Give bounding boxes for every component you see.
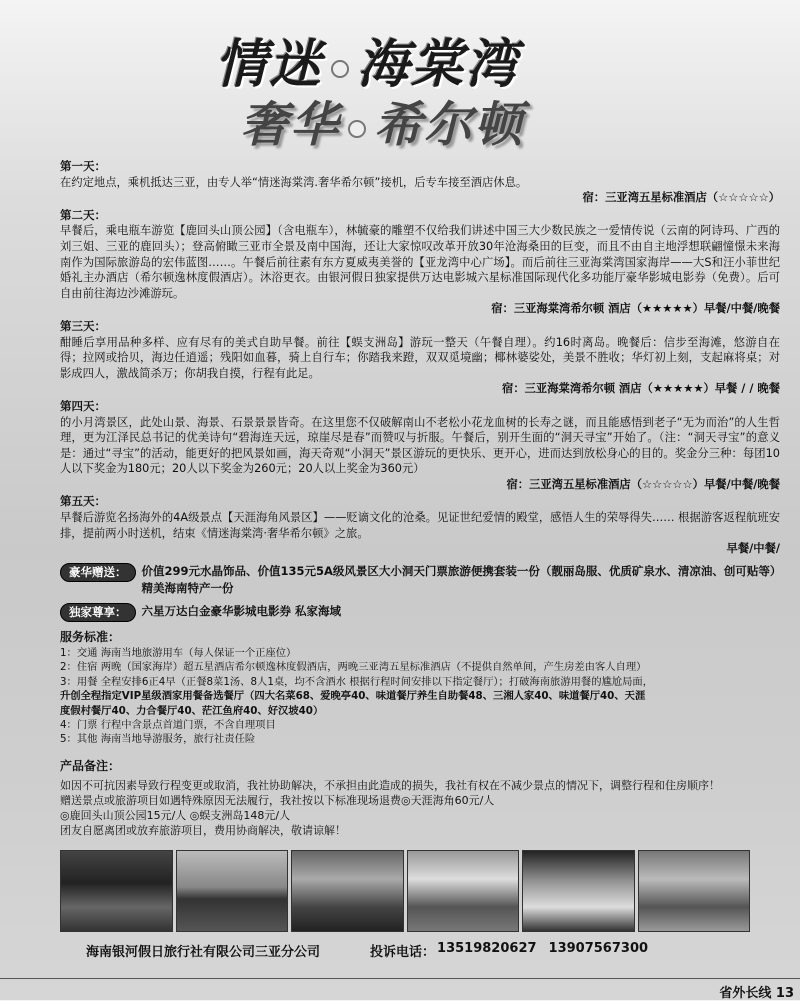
note-line: 团友自愿离团或放弃旅游项目，费用协商解决，敬请谅解！ <box>60 824 346 838</box>
service-item: 5：其他 海南当地导游服务，旅行社责任险 <box>60 733 256 746</box>
day-stay: 宿：三亚湾五星标准酒店（☆☆☆☆☆） <box>582 191 780 205</box>
photo-cycling <box>638 850 751 932</box>
day-4 <box>60 399 780 493</box>
day-text: 在约定地点，乘机抵达三亚，由专人举“情迷海棠湾.奢华希尔顿”接机，后专车接至酒店休息。 <box>60 175 528 189</box>
day-title: 第五天： <box>60 494 106 509</box>
service-item: 4：门票 行程中含景点首道门票，不含自理项目 <box>60 719 276 732</box>
day-title: 第三天： <box>60 318 106 333</box>
notes-list <box>60 778 780 838</box>
day-stay: 宿：三亚海棠湾希尔顿 酒店（★★★★★）早餐 / / 晚餐 <box>502 382 780 396</box>
photo-lounge <box>407 850 520 932</box>
photo-lobby <box>291 850 404 932</box>
service-item: 升创全程指定VIP星级酒家用餐备选餐厅（四大名菜68、爱晚亭40、味道餐厅养生自助餐48、三湘人家40、味道餐厅40、天涯 <box>60 690 646 703</box>
title-part: 希尔顿 <box>374 97 525 153</box>
service-item: 3：用餐 全程安排6正4早（正餐8菜1汤、8人1桌，均不含酒水 根据行程时间安排以下指定餐厅）；打破海南旅游用餐的尴尬局面， <box>60 675 653 688</box>
title-block <box>0 8 800 158</box>
footer <box>60 941 750 960</box>
dot-icon <box>331 60 349 78</box>
photo-bathroom <box>522 850 635 932</box>
title-part: 情迷 <box>215 34 324 95</box>
gift-text: 价值299元水晶饰品、价值135元5A级风景区大小洞天门票旅游便携套装一份（靓丽岛服、优质矿泉水、清凉油、创可贴等）精美海南特产一份 <box>141 563 776 595</box>
itinerary-content <box>60 157 780 838</box>
day-stay: 早餐/中餐/ <box>726 542 780 556</box>
day-stay: 宿：三亚海棠湾希尔顿 酒店（★★★★★）早餐/中餐/晚餐 <box>491 302 780 316</box>
day-text: 早餐后，乘电瓶车游览【鹿回头山顶公园】（含电瓶车），林毓豪的雕塑不仅给我们讲述中国三大少数民族之一爱情传说（云南的阿诗玛、广西的刘三姐、三亚的鹿回头）；登高俯瞰三亚市全景及南中国海，还让大家惊叹改革开放30年沧海桑田的巨变，而且不由自主地浮想联翩憧憬未来海南作为国际旅游岛的宏伟蓝图……。午餐后前往素有东方夏威夷美誉的【亚龙湾中心广场】。而后前往三亚海棠湾国家海岸——大S和汪小菲世纪婚礼主办酒店（希尔顿逸林度假酒店）。沐浴更衣。由银河假日独家提供万达电影城六星标准国际现代化多功能厅豪华影城电影券（免费）。后可自由前往海边沙滩游玩。 <box>60 224 780 300</box>
day-text: 酣睡后享用品种多样、应有尽有的美式自助早餐。前往【蜈支洲岛】游玩一整天（午餐自理）。约16时离岛。晚餐后：信步至海滩，悠游自在得；拉网或拾贝，海边任逍遥；残阳如血暮，骑上自行车；你踏我来蹬，双双觅境幽；椰林婆娑处，美景不胜收；华灯初上刻，支起麻将桌；对影成四人，激战简杀万；你胡我自摸，行程有此足。 <box>60 335 780 380</box>
day-1 <box>60 159 780 206</box>
exclusive-text: 六星万达白金豪华影城电影券 私家海域 <box>141 603 342 618</box>
service-item: 度假村餐厅40、力合餐厅40、茫江鱼府40、好汉坡40） <box>60 704 324 717</box>
phone-label: 投诉电话： <box>370 945 436 960</box>
day-text: 早餐后游览名扬海外的4A级景点【天涯海角风景区】——贬谪文化的沧桑。见证世纪爱情的殿堂，感悟人生的荣辱得失…… 根据游客返程航班安排，提前两小时送机，结束《情迷海棠湾·奢华希尔顿》之旅。 <box>60 511 780 540</box>
day-title: 第四天： <box>60 398 106 413</box>
day-text: 的小月湾景区，此处山景、海景、石景景景皆奇。在这里您不仅破解南山不老松小花龙血树的长寿之谜，而且能感悟到老子“无为而治”的人生哲理，更为江泽民总书记的优美诗句“碧海连天远，琼崖尽是春”而赞叹与折服。午餐后，别开生面的“洞天寻宝”开始了。（注：“洞天寻宝”的意义是：通过“寻宝”的活动，能更好的把风景如画，海天奇观“小洞天”景区游玩的更快乐、更开心，进而达到放松身心的目的。奖金分三种：每团10人以下奖金为180元；20人以下奖金为260元；20人以上奖金为360元） <box>60 415 780 476</box>
title-part: 奢华 <box>240 97 341 153</box>
note-line: ◎鹿回头山顶公园15元/人 ◎蜈支洲岛148元/人 <box>60 809 291 823</box>
phone-number: 13907567300 <box>548 941 649 956</box>
gift-label: 豪华赠送： <box>60 563 136 583</box>
note-line: 赠送景点或旅游项目如遇特殊原因无法履行，我社按以下标准现场退费◎天涯海角60元/人 <box>60 794 495 808</box>
note-line: 如因不可抗因素导致行程变更或取消，我社协助解决，不承担由此造成的损失，我社有权在不减少景点的情况下，调整行程和住房顺序！ <box>60 779 720 793</box>
company-name: 海南银河假日旅行社有限公司三亚分公司 <box>86 945 321 960</box>
gift-row <box>60 563 780 597</box>
service-title: 服务标准： <box>60 630 121 645</box>
service-list <box>60 646 780 747</box>
service-item: 1：交通 海南当地旅游用车（每人保证一个正座位） <box>60 647 297 660</box>
exclusive-row <box>60 603 780 623</box>
title-part: 海棠湾 <box>357 34 520 95</box>
page-number: 省外长线 13 <box>719 986 794 1001</box>
day-3 <box>60 319 780 397</box>
day-stay: 宿：三亚湾五星标准酒店（☆☆☆☆☆）早餐/中餐/晚餐 <box>506 477 780 491</box>
phone-number: 13519820627 <box>437 941 537 956</box>
day-5 <box>60 494 780 556</box>
day-2 <box>60 208 780 317</box>
day-title: 第二天： <box>60 207 106 222</box>
photo-resort-night <box>176 850 289 932</box>
exclusive-label: 独家尊享： <box>60 603 136 623</box>
photo-strip <box>60 850 750 930</box>
day-title: 第一天： <box>60 159 106 173</box>
sub-title <box>240 86 524 155</box>
notes-title: 产品备注： <box>60 758 121 773</box>
dot-icon <box>348 120 366 138</box>
service-item: 2：住宿 两晚（国家海岸）超五星酒店希尔顿逸林度假酒店，两晚三亚湾五星标准酒店（不提供自然单间，产生房差由客人自理） <box>60 661 647 674</box>
divider <box>0 978 800 979</box>
photo-hotel-terrace <box>60 850 173 932</box>
